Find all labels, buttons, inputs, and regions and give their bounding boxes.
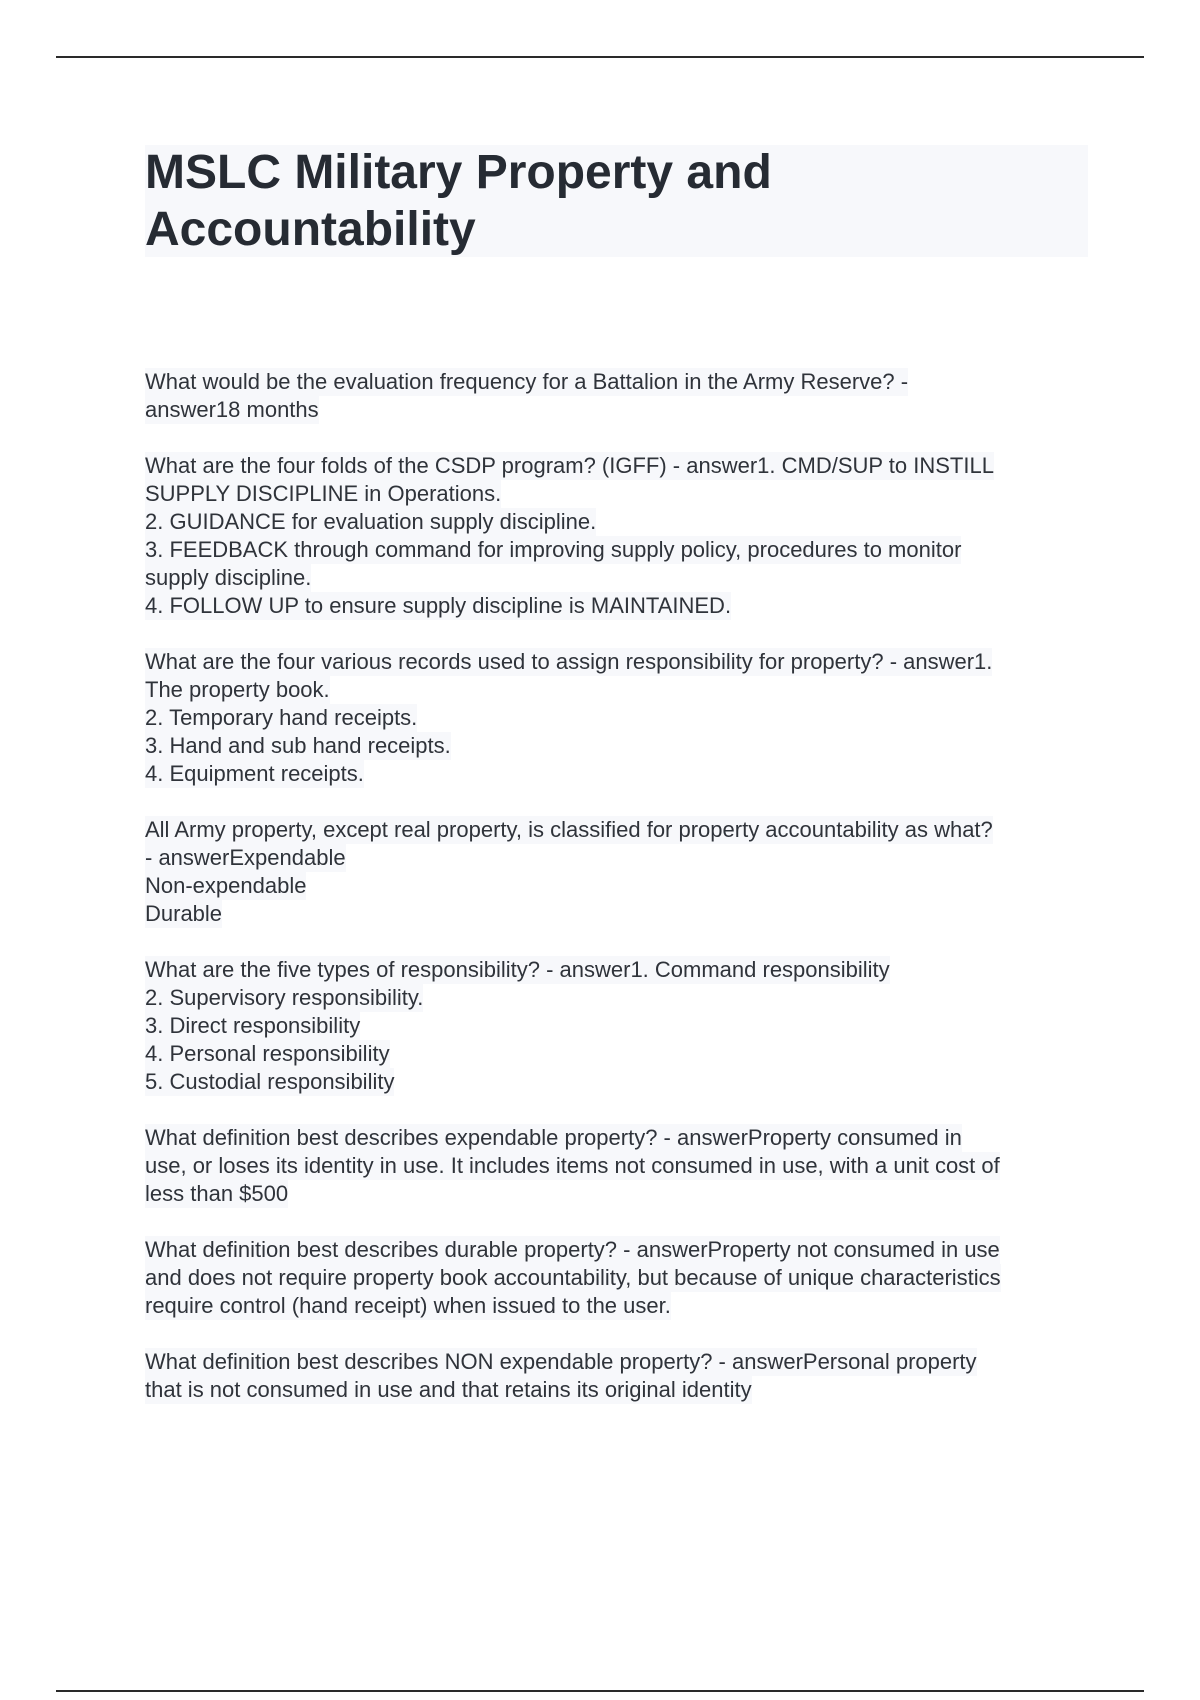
qa-line: Non-expendable bbox=[145, 873, 307, 898]
qa-list bbox=[145, 368, 1095, 1432]
qa-line: 3. Hand and sub hand receipts. bbox=[145, 733, 451, 758]
qa-line: 2. GUIDANCE for evaluation supply discipline. bbox=[145, 509, 597, 534]
qa-line: What definition best describes expendable property? - answerProperty consumed in bbox=[145, 1125, 962, 1150]
qa-line: What definition best describes durable property? - answerProperty not consumed in use bbox=[145, 1237, 1000, 1262]
document-title bbox=[145, 144, 1065, 258]
qa-item bbox=[145, 452, 1095, 620]
qa-line: 3. FEEDBACK through command for improving supply policy, procedures to monitor bbox=[145, 537, 962, 562]
qa-line: The property book. bbox=[145, 677, 330, 702]
title-line-2: Accountability bbox=[145, 203, 476, 256]
qa-line: 2. Supervisory responsibility. bbox=[145, 985, 424, 1010]
qa-item bbox=[145, 368, 1095, 424]
qa-line: and does not require property book accountability, but because of unique characteristics bbox=[145, 1265, 1001, 1290]
qa-line: All Army property, except real property, is classified for property accountability as what? bbox=[145, 817, 993, 842]
qa-line: SUPPLY DISCIPLINE in Operations. bbox=[145, 481, 502, 506]
qa-line: What are the four folds of the CSDP program? (IGFF) - answer1. CMD/SUP to INSTILL bbox=[145, 453, 994, 478]
qa-line: 5. Custodial responsibility bbox=[145, 1069, 395, 1094]
qa-line: 4. FOLLOW UP to ensure supply discipline is MAINTAINED. bbox=[145, 593, 732, 618]
qa-item bbox=[145, 1124, 1095, 1208]
qa-item bbox=[145, 816, 1095, 928]
qa-line: that is not consumed in use and that retains its original identity bbox=[145, 1377, 752, 1402]
qa-line: 4. Equipment receipts. bbox=[145, 761, 364, 786]
qa-line: What definition best describes NON expendable property? - answerPersonal property bbox=[145, 1349, 977, 1374]
qa-line: What would be the evaluation frequency for a Battalion in the Army Reserve? - bbox=[145, 369, 909, 394]
qa-item bbox=[145, 648, 1095, 788]
qa-item bbox=[145, 1236, 1095, 1320]
qa-line: answer18 months bbox=[145, 397, 319, 422]
qa-line: 4. Personal responsibility bbox=[145, 1041, 390, 1066]
qa-line: What are the five types of responsibility? - answer1. Command responsibility bbox=[145, 957, 890, 982]
title-block bbox=[145, 145, 1088, 257]
qa-line: less than $500 bbox=[145, 1181, 289, 1206]
qa-line: 2. Temporary hand receipts. bbox=[145, 705, 418, 730]
qa-line: 3. Direct responsibility bbox=[145, 1013, 361, 1038]
qa-item bbox=[145, 956, 1095, 1096]
qa-line: supply discipline. bbox=[145, 565, 312, 590]
qa-line: require control (hand receipt) when issued to the user. bbox=[145, 1293, 671, 1318]
qa-line: Durable bbox=[145, 901, 223, 926]
qa-line: use, or loses its identity in use. It includes items not consumed in use, with a unit cost of bbox=[145, 1153, 1000, 1178]
bottom-rule bbox=[56, 1690, 1144, 1692]
qa-line: - answerExpendable bbox=[145, 845, 346, 870]
title-line-1: MSLC Military Property and bbox=[145, 146, 772, 199]
qa-line: What are the four various records used to assign responsibility for property? - answer1. bbox=[145, 649, 993, 674]
qa-item bbox=[145, 1348, 1095, 1404]
top-rule bbox=[56, 56, 1144, 58]
